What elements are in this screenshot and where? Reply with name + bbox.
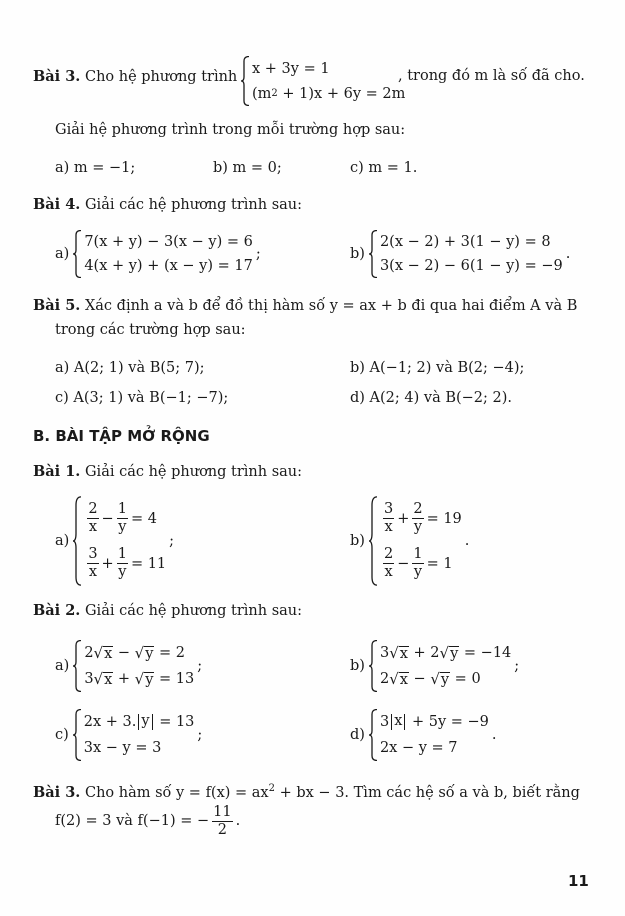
fraction [412,546,423,580]
fraction [87,501,98,535]
exercise-b1-title [33,463,302,480]
case-a: a) A(2; 1) và B(5; 7); [55,360,205,376]
exercise-text: f(2) = 3 và f(−1) = − [55,813,210,830]
equation-text: 4(x + y) + (x − y) = 17 [84,258,253,274]
equation-system-a [55,496,174,586]
square-root [94,644,114,663]
radicand: x [104,645,113,662]
equation-text: + 1)x + 6y = 2m [277,85,406,102]
fraction [87,546,98,580]
equation [380,740,489,756]
equation-text: + [113,671,135,687]
system-label: a) [55,246,70,262]
left-brace-icon [73,230,82,278]
equation [84,644,194,663]
exercise-text: Giải các hệ phương trình sau: [84,464,303,480]
equation-text: = 11 [130,555,167,572]
radical-icon: √ [389,643,399,662]
exercise-a4-title [33,196,302,213]
equation [380,234,563,250]
equation-text: 3 [84,671,94,687]
exercise-text: Cho hàm số y = f(x) = ax [84,784,269,801]
exercise-label: Bài 5. [33,297,81,314]
radicand: y [450,645,459,662]
equation-text: 2x − y = 7 [379,740,458,756]
equation-rows [84,640,194,692]
punctuation: . [491,727,497,743]
punctuation: . [565,246,571,262]
equation-system [241,56,405,106]
equation [380,714,489,730]
fraction [212,804,232,838]
punctuation: ; [514,658,520,674]
radical-icon: √ [93,669,104,688]
equation [84,546,166,580]
equation-text: 2 [84,645,94,661]
equation [84,234,253,250]
radicand: x [399,671,408,688]
equation-text: = −14 [459,645,512,661]
equation-rows [380,230,563,278]
numerator: 1 [413,546,423,563]
numerator: 11 [213,804,232,820]
left-brace-icon [369,640,378,692]
system-label: c) [55,727,69,743]
radicand: y [145,645,154,662]
equation-text: 2x + 3. [83,714,137,730]
punctuation: ; [197,658,203,674]
denominator: y [413,519,423,535]
radicand: y [145,671,154,688]
equation [380,546,462,580]
case-c: c) m = 1. [350,160,418,176]
equation [380,670,511,689]
case-c: c) A(3; 1) và B(−1; −7); [55,390,229,406]
equation [84,740,195,756]
left-brace-icon [73,496,82,586]
equation-rows [252,56,405,106]
left-brace-icon [369,496,378,586]
numerator: 2 [413,501,423,518]
equation [84,714,195,730]
left-brace-icon [369,709,378,761]
system-label: b) [350,658,365,674]
left-brace-icon [369,230,378,278]
radicand: x [104,671,113,688]
exercise-b3-line1 [33,783,580,801]
denominator: y [118,519,127,535]
exercise-text: , trong đó m là số đã cho. [398,68,585,84]
equation-text: = 4 [130,510,157,527]
radical-icon: √ [389,669,399,688]
equation-system-c [55,709,202,761]
denominator: x [88,519,98,535]
system-label: a) [55,533,70,549]
equation-rows [84,709,195,761]
radical-icon: √ [93,643,104,662]
radicand: y [440,671,450,688]
punctuation: ; [255,246,261,262]
equation [252,61,405,77]
equation-system-b [350,496,469,586]
equation-text: 2(x − 2) + 3(1 − y) = 8 [379,234,551,250]
equation-rows [84,230,253,278]
numerator: 3 [383,501,394,518]
section-heading: B. BÀI TẬP MỞ RỘNG [33,427,210,445]
system-label: a) [55,658,70,674]
punctuation: . [235,813,241,830]
page-number: 11 [568,872,589,890]
equation-system-d [350,709,497,761]
numerator: 3 [88,546,98,563]
equation-text: = 19 [426,510,462,527]
equation-text: + [101,555,114,572]
exercise-text: Giải các hệ phương trình sau: [84,197,303,213]
radical-icon: √ [134,669,145,688]
exercise-label: Bài 2. [33,602,81,619]
equation-text: + 5y = −9 [407,714,489,730]
equation-rows [380,709,489,761]
denominator: x [88,564,98,580]
square-root [389,644,409,663]
exercise-label: Bài 4. [33,196,81,213]
instruction-text: Giải hệ phương trình trong mỗi trường hợp sau: [55,122,406,138]
case-a: a) m = −1; [55,160,136,176]
equation-text: = 13 [154,671,195,687]
square-root [430,670,450,689]
equation-text: 3 [379,714,390,730]
equation-text: = 1 [426,555,453,572]
equation [252,86,405,102]
equation [380,644,511,663]
equation-text: = 0 [450,671,481,687]
equation-text: 7(x + y) − 3(x − y) = 6 [84,234,253,250]
equation-system-b [350,230,570,278]
fraction [383,501,394,535]
equation-text: (m [252,85,272,102]
radical-icon: √ [430,669,440,688]
absolute-value: y [138,714,152,730]
exponent: 2 [268,783,275,794]
equation-text: − [101,510,114,527]
denominator: x [384,519,393,535]
case-b: b) m = 0; [213,160,282,176]
radicand: x [399,645,408,662]
exercise-b2-title [33,602,302,619]
punctuation: . [464,533,470,549]
square-root [389,670,409,689]
equation-text: + [397,510,410,527]
exercise-text: trong các trường hợp sau: [55,322,246,338]
denominator: 2 [217,821,227,838]
equation-text: x + 3y = 1 [252,60,330,77]
fraction [117,501,128,535]
case-b: b) A(−1; 2) và B(2; −4); [350,360,525,376]
fraction [383,546,394,580]
equation [380,501,462,535]
system-label: b) [350,246,365,262]
equation-system-a [55,640,202,692]
radical-icon: √ [134,643,145,662]
exercise-a5-title [33,297,577,314]
fraction [117,546,128,580]
equation-system-a [55,230,261,278]
left-brace-icon [73,709,82,761]
punctuation: ; [169,533,175,549]
punctuation: ; [197,727,203,743]
denominator: y [118,564,127,580]
denominator: y [413,564,423,580]
fraction [412,501,423,535]
left-brace-icon [73,640,82,692]
equation [380,258,563,274]
numerator: 2 [88,501,98,518]
exercise-label: Bài 3. [33,68,81,85]
equation-rows [380,496,462,586]
equation-text: − [113,645,135,661]
exercise-text: + bx − 3. Tìm các hệ số a và b, biết rằng [275,784,580,801]
exercise-label: Bài 3. [33,783,81,801]
absolute-value: x [391,714,405,730]
system-label: b) [350,533,365,549]
equation-text: 3x − y = 3 [83,740,162,756]
case-d: d) A(2; 4) và B(−2; 2). [350,390,513,406]
left-brace-icon [241,56,250,106]
equation-text: 3(x − 2) − 6(1 − y) = −9 [379,258,563,274]
numerator: 1 [117,501,127,518]
equation-text: 3 [379,645,390,661]
exercise-b3-line2 [55,804,240,838]
equation-system-b [350,640,519,692]
equation [84,501,166,535]
equation-text: + 2 [408,645,440,661]
system-label: d) [350,727,365,743]
square-root [135,670,155,689]
exercise-text: Giải các hệ phương trình sau: [84,603,303,619]
square-root [440,644,460,663]
equation-text: − [408,671,431,687]
exercise-label: Bài 1. [33,463,81,480]
exercise-text: Xác định a và b để đồ thị hàm số y = ax + b đi qua hai điểm A và B [84,298,578,314]
numerator: 2 [383,546,394,563]
exercise-a3-intro [33,68,237,85]
numerator: 1 [117,546,127,563]
equation-rows [380,640,511,692]
equation-text: = 13 [154,714,195,730]
equation-text: 2 [379,671,390,687]
square-root [94,670,114,689]
equation [84,670,194,689]
denominator: x [384,564,393,580]
equation-text: = 2 [154,645,186,661]
equation-rows [84,496,166,586]
radical-icon: √ [439,643,450,662]
equation-text: − [397,555,410,572]
equation [84,258,253,274]
exercise-text: Cho hệ phương trình [84,69,238,85]
square-root [135,644,155,663]
exponent: 2 [271,88,278,99]
